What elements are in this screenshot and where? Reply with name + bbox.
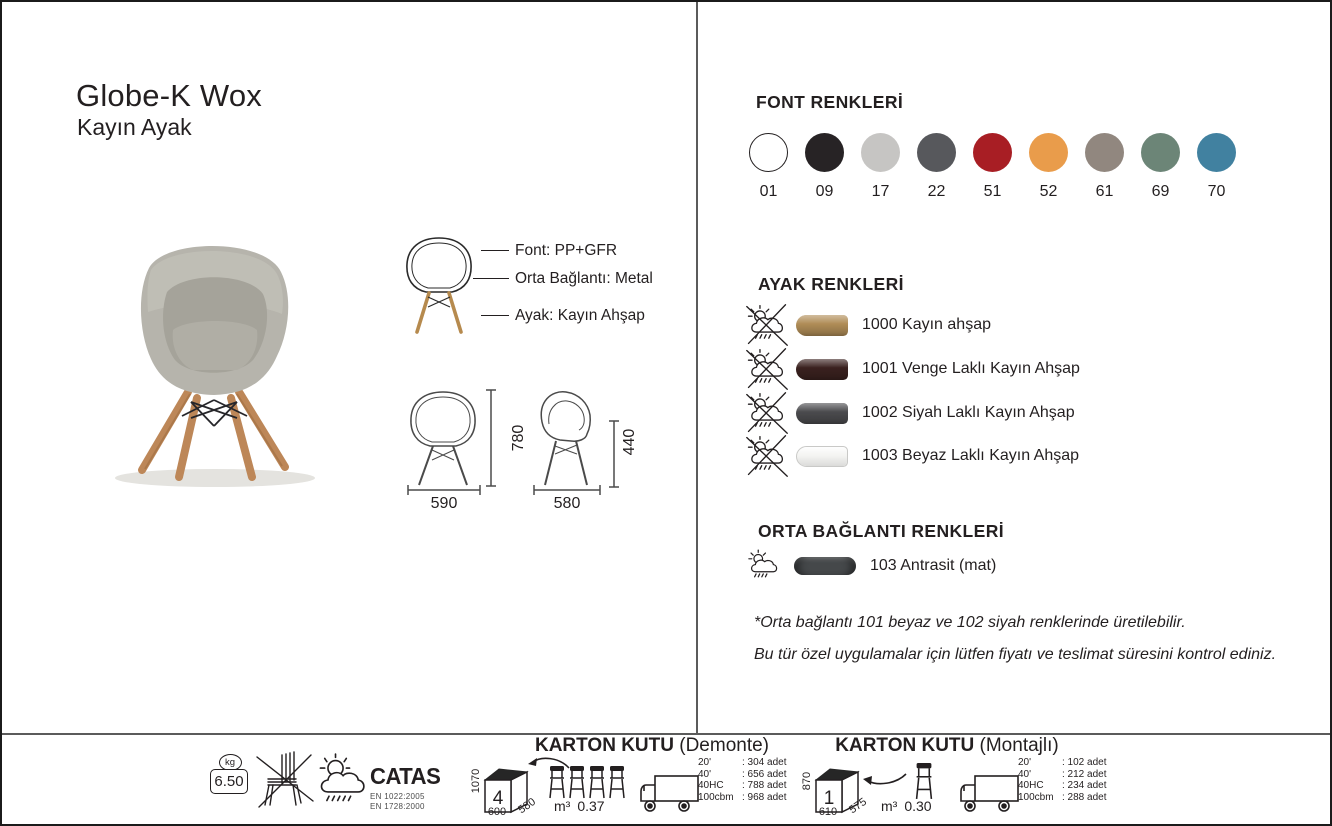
carton-heading-variant: (Montajlı) xyxy=(979,735,1059,756)
chairs-row xyxy=(548,765,626,799)
chair-front-dimension-drawing xyxy=(404,388,482,488)
color-swatch xyxy=(1029,133,1068,201)
no-stacking-icon xyxy=(255,749,315,809)
capacity-row xyxy=(1018,780,1106,792)
weight-kg-icon xyxy=(210,754,250,794)
color-swatch xyxy=(805,133,844,201)
catas-cert-line: EN 1022:2005 xyxy=(370,791,425,801)
chair-icon xyxy=(568,765,586,799)
box-height-label: 1070 xyxy=(470,768,482,794)
color-swatch xyxy=(973,133,1012,201)
swatch-circle xyxy=(1029,133,1068,172)
color-swatch xyxy=(1141,133,1180,201)
leg-color-row xyxy=(744,391,1075,435)
volume-line xyxy=(881,798,932,814)
callout-line xyxy=(473,278,509,279)
capacity-row xyxy=(1018,757,1106,769)
leg-color-label: 1000 Kayın ahşap xyxy=(862,316,991,333)
catas-cert-line: EN 1728:2000 xyxy=(370,802,425,811)
box-width-label: 610 xyxy=(818,806,838,818)
weather-icon xyxy=(746,548,782,584)
swatch-code: 70 xyxy=(1207,183,1226,200)
volume-value: 0.30 xyxy=(904,798,932,814)
depth-dimension: 580 xyxy=(553,495,581,512)
font-color-swatches xyxy=(749,133,1236,201)
chair-icon xyxy=(608,765,626,799)
leg-color-bar xyxy=(796,446,848,467)
leg-color-bar xyxy=(796,359,848,380)
connector-color-row xyxy=(746,546,996,586)
no-outdoor-use-icon xyxy=(744,391,790,435)
swatch-circle xyxy=(973,133,1012,172)
container-type: 40HC xyxy=(1018,780,1044,792)
container-qty: : 102 adet xyxy=(1062,757,1107,768)
catas-logo xyxy=(370,763,443,811)
swatch-code: 52 xyxy=(1039,183,1058,200)
swatch-code: 22 xyxy=(927,183,946,200)
swatch-circle xyxy=(861,133,900,172)
capacity-row xyxy=(1018,792,1106,804)
container-type: 40' xyxy=(1018,768,1032,780)
connector-color-label: 103 Antrasit (mat) xyxy=(870,557,997,574)
container-type: 100cbm xyxy=(698,791,734,803)
swatch-circle xyxy=(1197,133,1236,172)
swatch-code: 61 xyxy=(1095,183,1114,200)
container-qty: : 288 adet xyxy=(1062,791,1107,803)
chair-side-dimension-drawing xyxy=(529,386,603,488)
no-outdoor-use-icon xyxy=(744,347,790,391)
swatch-circle xyxy=(1085,133,1124,172)
leg-color-row xyxy=(744,347,1080,391)
connector-colors-heading: ORTA BAĞLANTI RENKLERİ xyxy=(758,521,1005,541)
truck-icon xyxy=(638,773,700,815)
chair-front-diagram xyxy=(400,234,478,336)
box-height-label: 870 xyxy=(801,771,813,791)
carton-montajli-heading xyxy=(827,735,1067,757)
leg-color-label: 1001 Venge Laklı Kayın Ahşap xyxy=(862,360,1080,377)
leg-color-bar xyxy=(796,403,848,424)
m3-label: m³ xyxy=(881,798,898,814)
capacity-row xyxy=(698,792,786,804)
chair-icon xyxy=(588,765,606,799)
height-dimension: 780 xyxy=(510,424,527,452)
footnote-line: *Orta bağlantı 101 beyaz ve 102 siyah renklerinde üretilebilir. xyxy=(754,614,1186,631)
weather-icon xyxy=(316,753,368,807)
arrow-icon xyxy=(858,768,908,788)
leg-colors-heading: AYAK RENKLERİ xyxy=(758,274,904,294)
swatch-code: 09 xyxy=(815,183,834,200)
container-qty: : 968 adet xyxy=(742,791,787,803)
color-swatch xyxy=(861,133,900,201)
product-title: Globe-K Wox xyxy=(76,78,262,113)
container-type: 20' xyxy=(698,757,712,768)
container-type: 40HC xyxy=(698,780,724,792)
weight-value: 6.50 xyxy=(210,769,248,794)
swatch-circle xyxy=(805,133,844,172)
carton-heading-name: KARTON KUTU xyxy=(835,735,975,756)
catas-logo-text: CATAS xyxy=(370,763,441,789)
weight-unit: kg xyxy=(219,754,242,771)
carton-qty: 4 xyxy=(492,788,504,809)
seat-height-dimension: 440 xyxy=(621,428,638,456)
color-swatch xyxy=(1197,133,1236,201)
truck-icon xyxy=(958,773,1020,815)
chair-icon xyxy=(914,762,934,800)
swatch-code: 01 xyxy=(759,183,778,200)
chair-icon xyxy=(548,765,566,799)
container-type: 40' xyxy=(698,768,712,780)
width-dimension: 590 xyxy=(430,495,458,512)
container-capacity-table xyxy=(698,757,786,803)
no-outdoor-use-icon xyxy=(744,303,790,347)
capacity-row xyxy=(1018,769,1106,781)
font-colors-heading: FONT RENKLERİ xyxy=(756,92,904,112)
connector-material-label: Orta Bağlantı: Metal xyxy=(515,270,653,287)
color-swatch xyxy=(749,133,788,201)
container-qty: : 304 adet xyxy=(742,757,787,768)
container-qty: : 656 adet xyxy=(742,768,787,780)
chair-photo xyxy=(87,230,342,492)
volume-value: 0.37 xyxy=(577,798,605,814)
leg-color-bar xyxy=(796,315,848,336)
volume-line xyxy=(554,798,605,814)
leg-color-label: 1002 Siyah Laklı Kayın Ahşap xyxy=(862,404,1075,421)
swatch-circle xyxy=(1141,133,1180,172)
color-swatch xyxy=(1085,133,1124,201)
container-type: 20' xyxy=(1018,757,1032,768)
product-subtitle: Kayın Ayak xyxy=(77,114,192,140)
container-qty: : 788 adet xyxy=(742,780,787,792)
height-extent-line xyxy=(485,388,497,488)
capacity-row xyxy=(698,769,786,781)
connector-color-bar xyxy=(794,557,856,575)
swatch-circle xyxy=(917,133,956,172)
leg-material-label: Ayak: Kayın Ahşap xyxy=(515,307,645,324)
carton-heading-variant: (Demonte) xyxy=(679,735,769,756)
swatch-circle xyxy=(749,133,788,172)
box-width-label: 600 xyxy=(487,806,507,818)
carton-qty: 1 xyxy=(823,788,835,809)
container-qty: : 212 adet xyxy=(1062,768,1107,780)
color-swatch xyxy=(917,133,956,201)
container-capacity-table xyxy=(1018,757,1106,803)
vertical-divider xyxy=(696,2,698,733)
m3-label: m³ xyxy=(554,798,571,814)
box-depth-label: 580 xyxy=(516,795,538,817)
footnote-line: Bu tür özel uygulamalar için lütfen fiyatı ve teslimat süresini kontrol ediniz. xyxy=(754,646,1277,663)
no-outdoor-use-icon xyxy=(744,434,790,478)
leg-color-row xyxy=(744,434,1079,478)
callout-line xyxy=(481,315,509,316)
leg-color-row xyxy=(744,303,991,347)
container-qty: : 234 adet xyxy=(1062,780,1107,792)
capacity-row xyxy=(698,757,786,769)
container-type: 100cbm xyxy=(1018,791,1054,803)
swatch-code: 51 xyxy=(983,183,1002,200)
carton-heading-name: KARTON KUTU xyxy=(534,735,674,756)
leg-color-label: 1003 Beyaz Laklı Kayın Ahşap xyxy=(862,447,1080,464)
swatch-code: 69 xyxy=(1151,183,1170,200)
box-depth-label: 575 xyxy=(847,795,869,817)
callout-line xyxy=(481,250,509,251)
capacity-row xyxy=(698,780,786,792)
shell-material-label: Font: PP+GFR xyxy=(515,242,618,259)
swatch-code: 17 xyxy=(871,183,890,200)
